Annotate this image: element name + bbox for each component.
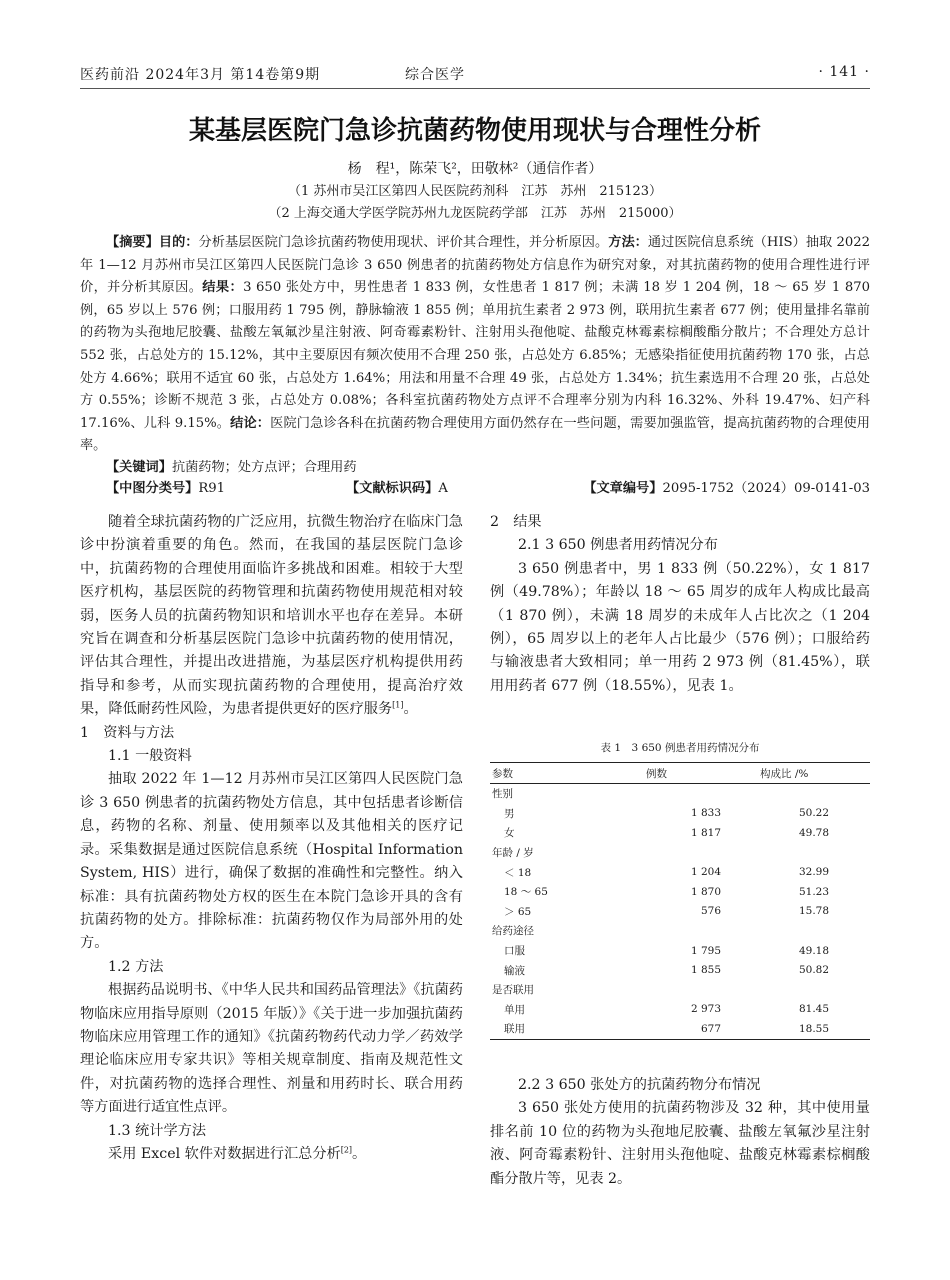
section-2-heading: 2 结果 <box>490 514 542 530</box>
row-count-value: 576 <box>700 905 721 918</box>
table-row <box>490 862 870 882</box>
clc-value: R91 <box>198 481 226 496</box>
row-pct: 18.55 <box>758 1019 870 1039</box>
row-count <box>644 1000 758 1020</box>
section-1-2-text: 根据药品说明书、《中华人民共和国药品管理法》《抗菌药物临床应用指导原则（2015 年版）》《关于进一步加强抗菌药物临床应用管理工作的通知》《抗菌药物药代动力学／药效学理论临床应用专家共识》等相关规章制度、指南及规范性文件，对抗菌药物的选择合理性、剂量和用药时长、联合用药等方面进行适宜性点评。 <box>80 982 463 1116</box>
section-2-1-text: 3 650 例患者中，男 1 833 例（50.22%），女 1 817 例（49.78%）；年龄以 18 ～ 65 周岁的成年人构成比最高（1 870 例），未满 18 周岁的未成年人占比次之（1 204 例），65 周岁以上的老年人占比最少（576 例）；口服给药与输液患者大致相同；单一用药 2 973 例（81.45%），联用用药者 677 例（18.55%），见表 1。 <box>490 560 870 694</box>
section-2-2-heading: 2.2 3 650 张处方的抗菌药物分布情况 <box>518 1077 761 1093</box>
affiliation-1: （1 苏州市吴江区第四人民医院药剂科 江苏 苏州 215123） <box>287 184 663 199</box>
col-header-pct: 构成比 /% <box>758 763 870 784</box>
left-column <box>80 511 463 1166</box>
table-row <box>490 784 870 804</box>
objective-text: 分析基层医院门急诊抗菌药物使用现状、评价其合理性，并分析原因。 <box>198 235 609 250</box>
abstract-label: 【摘要】 <box>106 235 159 250</box>
table-header-row <box>490 763 870 784</box>
section-name: 综合医学 <box>405 67 465 83</box>
row-pct: 15.78 <box>798 905 830 918</box>
intro-paragraph <box>80 511 463 722</box>
row-label: 口服 <box>504 945 525 958</box>
row-count <box>644 960 758 980</box>
row-pct: 49.78 <box>798 826 830 839</box>
row-label: ＞ 65 <box>504 905 532 918</box>
row-count <box>644 921 758 941</box>
results-label: 结果： <box>202 280 244 296</box>
header-rule <box>80 88 870 89</box>
table-row <box>490 921 870 941</box>
table-row <box>490 980 870 1000</box>
row-label: 男 <box>504 807 515 820</box>
doc-label: 【文献标识码】 <box>346 481 439 496</box>
section-1-heading: 1 资料与方法 <box>80 724 175 741</box>
art-label: 【文章编号】 <box>583 481 663 496</box>
row-pct: 51.23 <box>798 885 830 898</box>
row-pct <box>758 784 870 804</box>
row-label: 是否联用 <box>492 984 534 997</box>
table-row <box>490 960 870 980</box>
row-label: ＜ 18 <box>504 866 532 879</box>
section-1-3-text: 采用 Excel 软件对数据进行汇总分析 <box>108 1145 341 1162</box>
section-2-2 <box>490 1074 870 1191</box>
row-pct: 49.18 <box>798 944 830 957</box>
affiliation-2: （2 上海交通大学医学院苏州九龙医院药学部 江苏 苏州 215000） <box>268 206 682 221</box>
table-row <box>490 823 870 843</box>
section-1-2-heading: 1.2 方法 <box>108 958 164 975</box>
row-count <box>644 823 758 843</box>
keywords-label: 【关键词】 <box>106 460 172 475</box>
row-count-value: 1 870 <box>690 885 721 898</box>
intro-text: 随着全球抗菌药物的广泛应用，抗微生物治疗在临床门急诊中扮演着重要的角色。然而，在我国的基层医院门急诊中，抗菌药物的合理使用面临许多挑战和困难。相较于大型医疗机构，基层医院的药物管理和抗菌药物使用规范相对较弱，医务人员的抗菌药物知识和培训水平也存在差异。本研究旨在调查和分析基层医院门急诊中抗菌药物的使用情况，评估其合理性，并提出改进措施，为基层医疗机构提供用药指导和参考，从而实现抗菌药物的合理使用，提高治疗效果，降低耐药性风险，为患者提供更好的医疗服务 <box>80 514 463 718</box>
row-count-value: 1 817 <box>690 826 721 839</box>
table-row <box>490 804 870 824</box>
clc-label: 【中图分类号】 <box>106 481 199 496</box>
col-header-count: 例数 <box>644 763 758 784</box>
table-row <box>490 902 870 922</box>
row-count <box>644 980 758 1000</box>
row-count <box>644 882 758 902</box>
row-count <box>644 843 758 863</box>
row-label: 联用 <box>490 1019 644 1039</box>
row-label: 性别 <box>492 788 513 801</box>
journal-info: 医药前沿 2024年3月 第14卷第9期 <box>80 67 321 83</box>
row-count <box>644 862 758 882</box>
row-label: 年龄 / 岁 <box>492 847 534 860</box>
row-pct: 81.45 <box>798 1003 830 1016</box>
section-1-1-heading: 1.1 一般资料 <box>108 748 192 765</box>
table-1 <box>490 762 870 1040</box>
keywords-text: 抗菌药物；处方点评；合理用药 <box>171 460 357 475</box>
conclusion-label: 结论： <box>230 415 271 431</box>
section-2-1-heading: 2.1 3 650 例患者用药情况分布 <box>518 537 718 554</box>
row-pct: 50.22 <box>798 807 830 820</box>
table-1-caption: 表 1 3 650 例患者用药情况分布 <box>600 742 760 754</box>
page-number: · 141 · <box>818 64 870 80</box>
intro-end: 。 <box>403 701 418 718</box>
row-count <box>644 902 758 922</box>
doc-value: A <box>438 481 448 496</box>
row-count-value: 1 795 <box>690 944 721 957</box>
row-pct <box>758 843 870 863</box>
table-row <box>490 1000 870 1020</box>
col-header-param: 参数 <box>490 763 644 784</box>
ref-2: [2] <box>340 1145 353 1155</box>
row-count-value: 1 833 <box>690 807 721 820</box>
row-count-value: 1 204 <box>690 866 721 879</box>
results-text: 3 650 张处方中，男性患者 1 833 例，女性患者 1 817 例；未满 18 岁 1 204 例，18 ～ 65 岁 1 870 例，65 岁以上 576 例；口服用药 1 795 例，静脉输液 1 855 例；单用抗生素者 2 973 例，联用抗生素者 677 例；使用量排名靠前的药物为头孢地尼胶囊、盐酸左氧氟沙星注射液、阿奇霉素粉针、注射用头孢他啶、盐酸克林霉素棕榈酸酯分散片；不合理处方总计 552 张，占总处方的 15.12%，其中主要原因有频次使用不合理 250 张，占总处方 6.85%；无感染指征使用抗菌药物 170 张，占总处方 4.66%；联用不适宜 60 张，占总处方 1.64%；用法和用量不合理 49 张，占总处方 1.34%；抗生素选用不合理 20 张，占总处方 0.55%；诊断不规范 3 张，占总处方 0.08%；各科室抗菌药物处方点评不合理率分别为内科 16.32%、外科 19.47%、妇产科 17.16%、儿科 9.15%。 <box>80 280 870 431</box>
objective-label: 目的： <box>158 235 199 250</box>
methods-label: 方法： <box>608 235 648 250</box>
art-value: 2095-1752（2024）09-0141-03 <box>662 481 870 496</box>
clc-code <box>106 477 225 496</box>
row-count-value: 677 <box>700 1022 721 1035</box>
section-1-3-end: 。 <box>352 1145 367 1162</box>
section-2-2-text: 3 650 张处方使用的抗菌药物涉及 32 种，其中使用量排名前 10 位的药物为头孢地尼胶囊、盐酸左氧氟沙星注射液、阿奇霉素粉针、注射用头孢他啶、盐酸克林霉素棕榈酸酯分散片等，见表 2。 <box>490 1100 870 1187</box>
right-column-top <box>490 511 870 698</box>
row-pct: 50.82 <box>798 964 830 977</box>
section-1-1-text: 抽取 2022 年 1—12 月苏州市吴江区第四人民医院门急诊 3 650 例患者的抗菌药物处方信息，其中包括患者诊断信息，药物的名称、剂量、使用频率以及其他相关的医疗记录。采集数据是通过医院信息系统（Hospital Information System, HIS）进行，确保了数据的准确性和完整性。纳入标准：具有抗菌药物处方权的医生在本院门急诊开具的含有抗菌药物的处方。排除标准：抗菌药物仅作为局部外用的处方。 <box>80 771 463 952</box>
row-pct <box>758 980 870 1000</box>
section-1-3-paragraph <box>80 1143 463 1166</box>
row-count <box>644 941 758 961</box>
row-pct <box>758 921 870 941</box>
running-header <box>80 62 870 86</box>
table-row <box>490 843 870 863</box>
table-row <box>490 882 870 902</box>
ref-1: [1] <box>392 700 404 710</box>
methods-text: 通过医院信息系统（HIS）抽取 2022 年 1—12 月苏州市吴江区第四人民医院门急诊 3 650 例患者的抗菌药物处方信息作为研究对象，对其抗菌药物的使用合理性进行评价，并分析其原因。 <box>80 235 871 296</box>
row-label: 女 <box>504 827 515 840</box>
row-count-value: 2 973 <box>690 1003 721 1016</box>
row-pct: 32.99 <box>798 866 830 879</box>
row-label: 单用 <box>504 1003 525 1016</box>
article-number <box>583 477 870 496</box>
table-row <box>490 941 870 961</box>
row-count <box>644 1019 758 1039</box>
row-count <box>644 784 758 804</box>
authors: 杨 程¹，陈荣飞²，田敬林²（通信作者） <box>347 161 603 177</box>
section-1-3-heading: 1.3 统计学方法 <box>108 1122 207 1139</box>
row-label: 给药途径 <box>492 925 534 938</box>
abstract <box>80 232 870 458</box>
article-title: 某基层医院门急诊抗菌药物使用现状与合理性分析 <box>188 116 761 146</box>
row-count-value: 1 855 <box>690 964 721 977</box>
row-count <box>644 804 758 824</box>
doc-code <box>346 477 448 496</box>
conclusion-text: 医院门急诊各科在抗菌药物合理使用方面仍然存在一些问题，需要加强监管，提高抗菌药物的合理使用率。 <box>80 415 870 454</box>
table-row <box>490 1019 870 1039</box>
row-label: 18 ～ 65 <box>504 886 548 899</box>
keywords <box>106 456 357 475</box>
row-label: 输液 <box>504 964 525 977</box>
